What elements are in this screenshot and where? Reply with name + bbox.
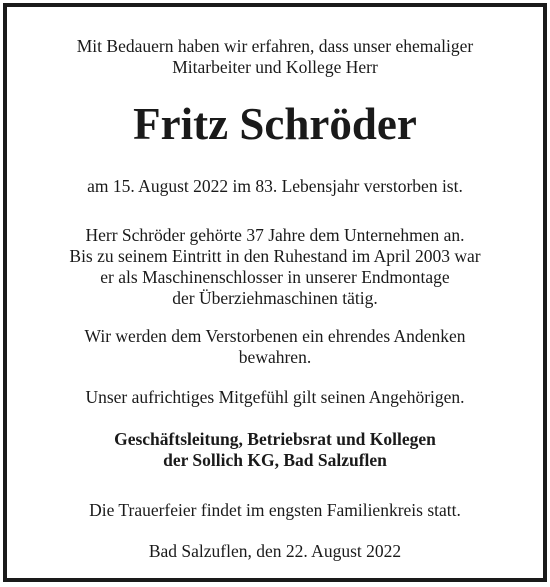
intro-line-2: Mitarbeiter und Kollege Herr xyxy=(172,57,378,77)
funeral-notice: Die Trauerfeier findet im engsten Familienkreis statt. xyxy=(89,500,461,520)
condolence-line: Unser aufrichtiges Mitgefühl gilt seinen Angehörigen. xyxy=(85,387,465,407)
obituary-content xyxy=(7,7,543,578)
career-line-4: der Überziehmaschinen tätig. xyxy=(172,288,378,308)
death-statement: am 15. August 2022 im 83. Lebensjahr verstorben ist. xyxy=(87,176,463,196)
career-line-1: Herr Schröder gehörte 37 Jahre dem Unternehmen an. xyxy=(85,225,465,245)
signature-line-1: Geschäftsleitung, Betriebsrat und Kollegen xyxy=(114,429,436,449)
memory-line-2: bewahren. xyxy=(238,347,312,367)
career-line-3: er als Maschinenschlosser in unserer Endmontage xyxy=(100,267,450,287)
memory-line-1: Wir werden dem Verstorbenen ein ehrendes Andenken xyxy=(84,326,466,346)
deceased-name: Fritz Schröder xyxy=(133,99,417,149)
intro-line-1: Mit Bedauern haben wir erfahren, dass unser ehemaliger xyxy=(76,36,474,56)
obituary-frame xyxy=(3,3,547,582)
signature-line-2: der Sollich KG, Bad Salzuflen xyxy=(163,450,387,470)
career-line-2: Bis zu seinem Eintritt in den Ruhestand im April 2003 war xyxy=(69,246,481,266)
place-date: Bad Salzuflen, den 22. August 2022 xyxy=(148,541,402,561)
